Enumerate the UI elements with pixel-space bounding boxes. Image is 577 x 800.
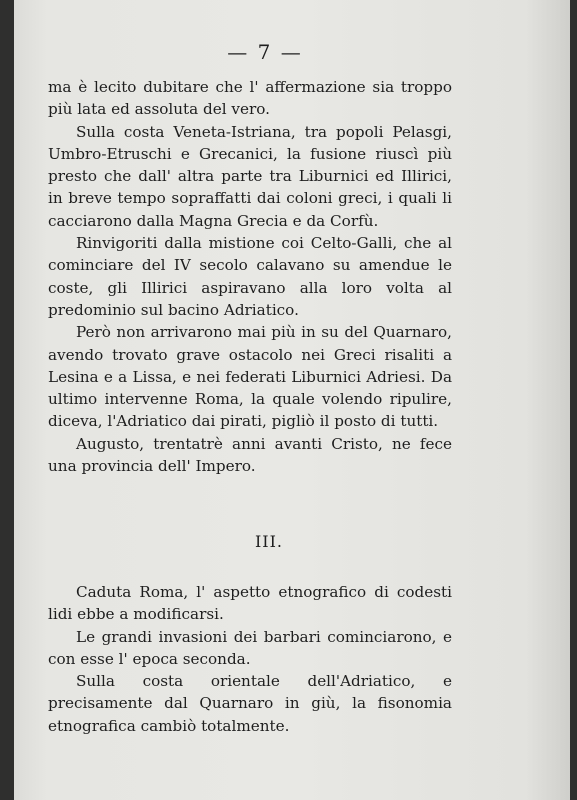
paragraph: Augusto, trentatrè anni avanti Cristo, ne fece una provincia dell' Impero. xyxy=(48,434,452,476)
paragraph: Caduta Roma, l' aspetto etnografico di codesti lidi ebbe a modificarsi. xyxy=(48,583,452,624)
paragraph: Le grandi invasioni dei barbari cominciarono, e con esse l' epoca seconda. xyxy=(48,627,452,668)
book-page xyxy=(14,0,570,800)
paragraph: Sulla costa orientale dell'Adriatico, e precisamente dal Quarnaro in giù, la fisonomia etnografica cambiò totalmente. xyxy=(48,672,452,735)
paragraph-continuation: ma è lecito dubitare che l' affermazione sia troppo più lata ed assoluta del vero. xyxy=(48,78,452,119)
paragraph: Rinvigoriti dalla mistione coi Celto-Galli, che al cominciare del IV secolo calavano su amendue le coste, gli Illirici aspiravano alla loro volta al predominio sul bacino Adriatico. xyxy=(48,234,452,319)
section-two-text xyxy=(48,581,452,737)
section-one-text xyxy=(48,76,452,477)
page-number: — 7 — xyxy=(227,40,303,64)
paragraph: Però non arrivarono mai più in su del Quarnaro, avendo trovato grave ostacolo nei Greci risaliti a Lesina e a Lissa, e nei federati Liburnici Adriesi. Da ultimo intervenne Roma, la quale volendo ripulire, diceva, l'Adriatico dai pirati, pigliò il posto di tutti. xyxy=(48,323,452,431)
paragraph: Sulla costa Veneta-Istriana, tra popoli Pelasgi, Umbro-Etruschi e Grecanici, la fusione riuscì più presto che dall' altra parte tra Liburnici ed Illirici, in breve tempo sopraffatti dai coloni greci, i quali li cacciarono dalla Magna Grecia e da Corfù. xyxy=(48,122,452,230)
section-heading: III. xyxy=(254,532,284,551)
